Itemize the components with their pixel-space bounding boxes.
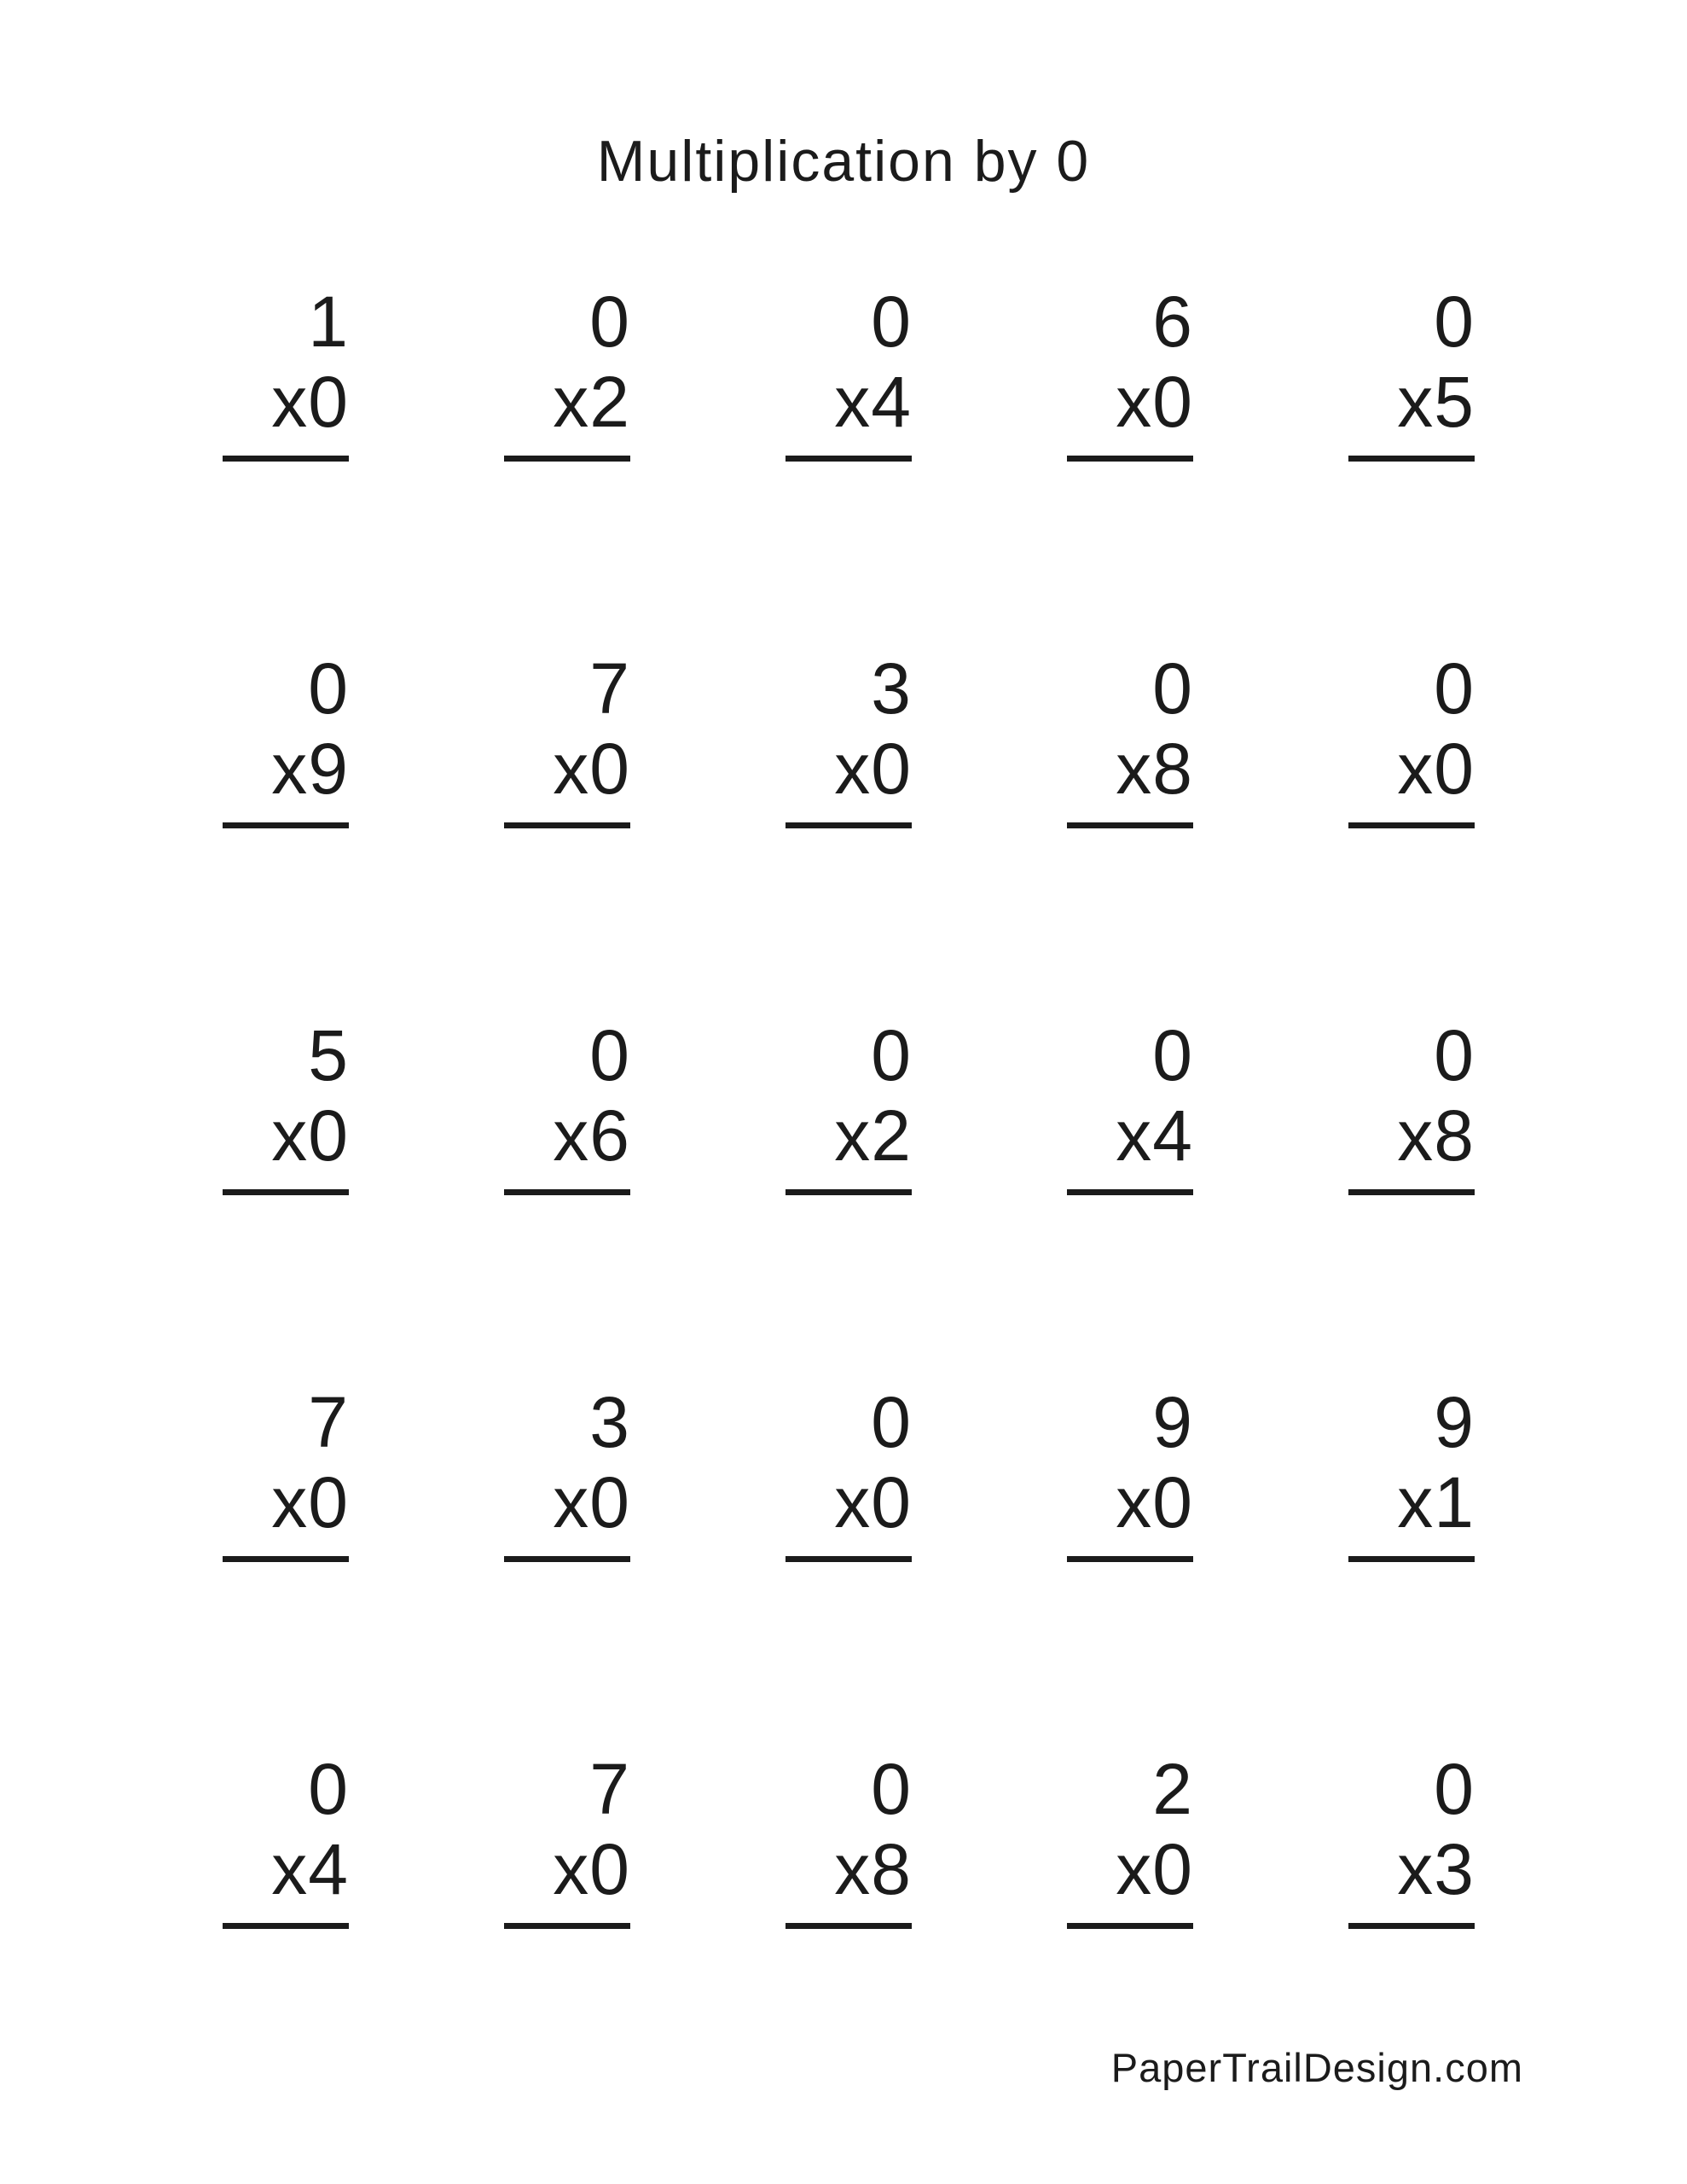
multiplicand: 0: [308, 648, 349, 729]
multiplication-problem: [1348, 1382, 1475, 1562]
multiplicand: 0: [1434, 648, 1475, 729]
multiplier: x2: [553, 362, 630, 442]
multiplication-problem: [1067, 648, 1193, 828]
multiplier: x8: [1116, 729, 1193, 809]
multiplicand: 1: [308, 282, 349, 362]
multiplier: x2: [834, 1095, 912, 1176]
multiplier: x0: [1116, 1462, 1193, 1542]
answer-line: [504, 1556, 630, 1562]
multiplicand: 0: [871, 1382, 912, 1462]
answer-line: [1067, 1189, 1193, 1195]
multiplicand: 0: [308, 1749, 349, 1829]
multiplication-problem: [1348, 282, 1475, 462]
multiplication-problem: [1348, 1749, 1475, 1929]
answer-line: [1348, 1189, 1475, 1195]
multiplication-problem: [1348, 648, 1475, 828]
multiplication-problem: [1067, 282, 1193, 462]
multiplication-problem: [786, 648, 912, 828]
multiplicand: 6: [1152, 282, 1193, 362]
multiplicand: 0: [589, 282, 630, 362]
answer-line: [1348, 822, 1475, 828]
answer-line: [1348, 1923, 1475, 1929]
multiplicand: 0: [589, 1015, 630, 1095]
answer-line: [786, 1923, 912, 1929]
multiplier: x0: [271, 362, 349, 442]
multiplicand: 7: [589, 648, 630, 729]
footer-credit: PaperTrailDesign.com: [1110, 2045, 1523, 2090]
multiplicand: 7: [308, 1382, 349, 1462]
multiplier: x6: [553, 1095, 630, 1176]
multiplier: x0: [834, 1462, 912, 1542]
multiplication-problem: [504, 1382, 630, 1562]
answer-line: [223, 456, 349, 462]
multiplication-problem: [223, 648, 349, 828]
multiplication-problem: [504, 648, 630, 828]
multiplication-problem: [1067, 1749, 1193, 1929]
answer-line: [223, 822, 349, 828]
multiplicand: 0: [871, 282, 912, 362]
multiplicand: 0: [1434, 1749, 1475, 1829]
answer-line: [504, 456, 630, 462]
multiplier: x8: [1397, 1095, 1475, 1176]
answer-line: [1067, 1556, 1193, 1562]
multiplicand: 0: [1152, 1015, 1193, 1095]
answer-line: [223, 1556, 349, 1562]
answer-line: [1067, 1923, 1193, 1929]
multiplication-problem: [223, 1749, 349, 1929]
multiplicand: 0: [1152, 648, 1193, 729]
multiplier: x0: [553, 729, 630, 809]
multiplier: x0: [1397, 729, 1475, 809]
answer-line: [786, 1556, 912, 1562]
multiplicand: 3: [871, 648, 912, 729]
multiplication-problem: [1348, 1015, 1475, 1195]
multiplier: x0: [271, 1462, 349, 1542]
multiplier: x0: [1116, 1829, 1193, 1909]
answer-line: [504, 822, 630, 828]
multiplication-problem: [504, 1015, 630, 1195]
page-title: Multiplication by 0: [596, 129, 1091, 194]
answer-line: [1348, 456, 1475, 462]
multiplicand: 2: [1152, 1749, 1193, 1829]
multiplication-problem: [223, 282, 349, 462]
multiplication-problem: [504, 1749, 630, 1929]
multiplicand: 0: [1434, 282, 1475, 362]
multiplier: x8: [834, 1829, 912, 1909]
answer-line: [786, 822, 912, 828]
answer-line: [504, 1189, 630, 1195]
answer-line: [1067, 456, 1193, 462]
multiplication-problem: [223, 1382, 349, 1562]
multiplicand: 0: [871, 1015, 912, 1095]
problems-grid: [145, 282, 1552, 2116]
multiplicand: 0: [1434, 1015, 1475, 1095]
multiplication-problem: [504, 282, 630, 462]
multiplier: x3: [1397, 1829, 1475, 1909]
answer-line: [1067, 822, 1193, 828]
multiplicand: 7: [589, 1749, 630, 1829]
multiplicand: 9: [1152, 1382, 1193, 1462]
multiplicand: 0: [871, 1749, 912, 1829]
multiplier: x4: [271, 1829, 349, 1909]
multiplier: x5: [1397, 362, 1475, 442]
multiplication-problem: [786, 1015, 912, 1195]
answer-line: [1348, 1556, 1475, 1562]
multiplier: x0: [553, 1462, 630, 1542]
answer-line: [786, 456, 912, 462]
multiplier: x1: [1397, 1462, 1475, 1542]
multiplier: x9: [271, 729, 349, 809]
multiplication-problem: [786, 282, 912, 462]
multiplier: x4: [1116, 1095, 1193, 1176]
multiplicand: 9: [1434, 1382, 1475, 1462]
multiplication-problem: [1067, 1382, 1193, 1562]
multiplication-problem: [223, 1015, 349, 1195]
multiplier: x0: [1116, 362, 1193, 442]
multiplication-problem: [786, 1382, 912, 1562]
multiplicand: 5: [308, 1015, 349, 1095]
multiplier: x0: [271, 1095, 349, 1176]
multiplication-problem: [786, 1749, 912, 1929]
answer-line: [786, 1189, 912, 1195]
answer-line: [504, 1923, 630, 1929]
multiplicand: 3: [589, 1382, 630, 1462]
multiplier: x0: [553, 1829, 630, 1909]
multiplication-problem: [1067, 1015, 1193, 1195]
answer-line: [223, 1189, 349, 1195]
answer-line: [223, 1923, 349, 1929]
multiplier: x4: [834, 362, 912, 442]
multiplier: x0: [834, 729, 912, 809]
